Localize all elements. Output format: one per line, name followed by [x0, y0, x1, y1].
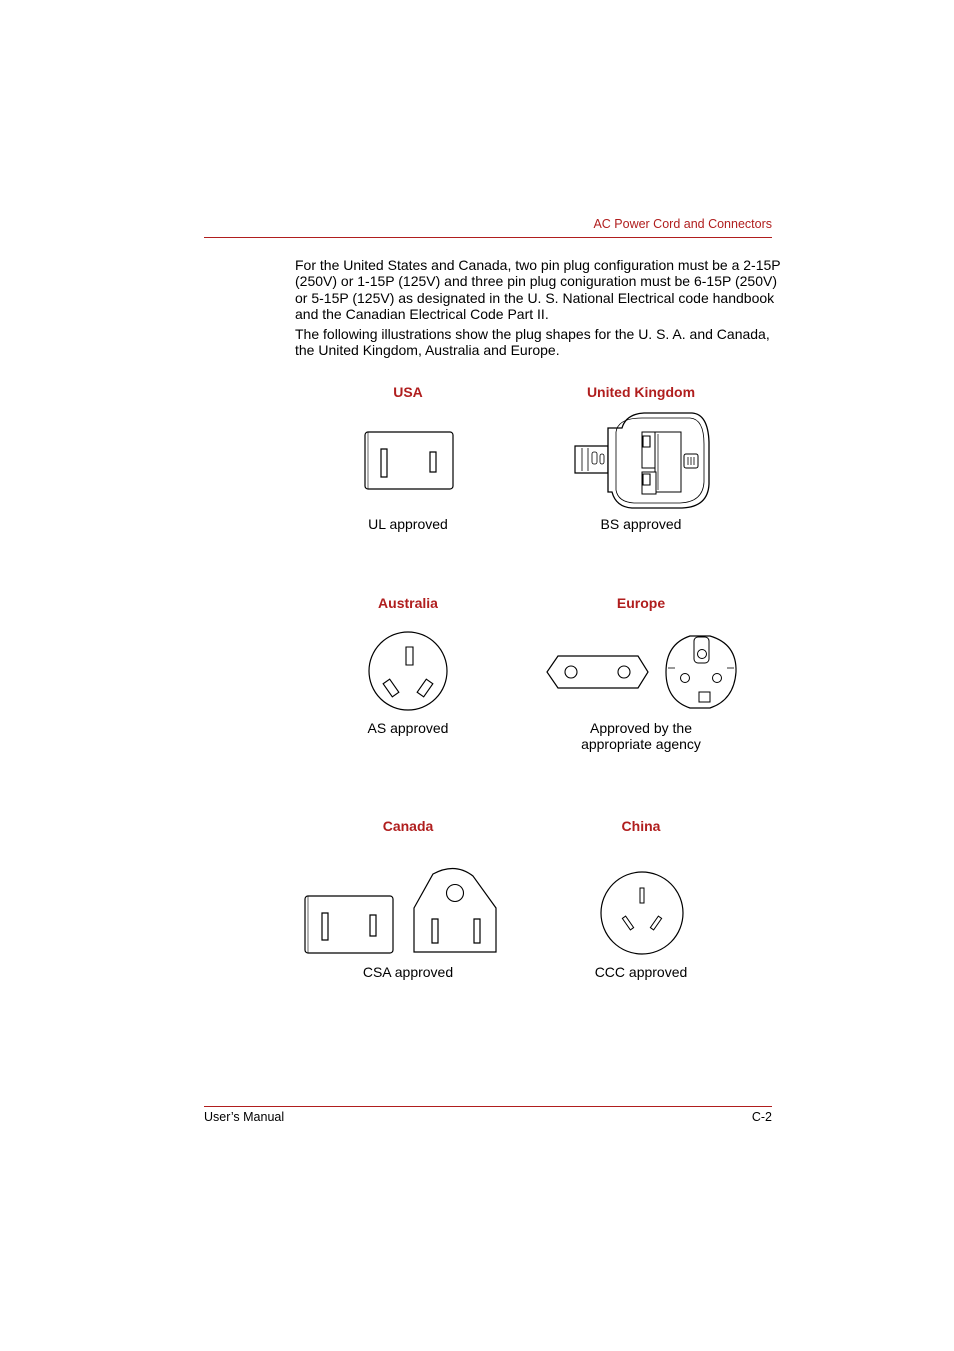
- europe-caption-line1: Approved by the: [590, 720, 692, 736]
- europe-heading: Europe: [616, 595, 666, 611]
- canada-plug-icon: [303, 866, 515, 958]
- illustrations-paragraph: The following illustrations show the plug shapes for the U. S. A. and Canada, the United Kingdom, Australia and Europe.: [295, 326, 770, 359]
- usa-heading: USA: [393, 384, 423, 400]
- china-heading: China: [621, 818, 661, 834]
- australia-caption: AS approved: [367, 720, 449, 736]
- footer-rule: [204, 1106, 772, 1107]
- usa-plug-icon: [363, 430, 455, 492]
- canada-heading: Canada: [382, 818, 434, 834]
- canada-caption: CSA approved: [362, 964, 454, 980]
- footer-manual-title: User’s Manual: [204, 1110, 285, 1124]
- europe-caption-line2: appropriate agency: [581, 736, 701, 752]
- page-number: C-2: [751, 1110, 772, 1124]
- china-caption: CCC approved: [594, 964, 688, 980]
- usa-caption: UL approved: [368, 516, 448, 532]
- australia-heading: Australia: [378, 595, 438, 611]
- australia-plug-icon: [367, 630, 449, 712]
- europe-plug-icon: [544, 632, 740, 712]
- header-rule: [204, 237, 772, 238]
- running-header: AC Power Cord and Connectors: [593, 217, 772, 231]
- china-plug-icon: [599, 870, 685, 956]
- uk-caption: BS approved: [600, 516, 682, 532]
- uk-heading: United Kingdom: [586, 384, 696, 400]
- intro-paragraph: For the United States and Canada, two pin plug configuration must be a 2-15P (250V) or 1-15P (125V) and three pin plug coniguration must be 6-15P (250V) or 5-15P (125V) as designated in the U. S. National Electrical code handbook and the Canadian Electrical Code Part II.: [295, 257, 781, 322]
- uk-plug-icon: [572, 410, 712, 510]
